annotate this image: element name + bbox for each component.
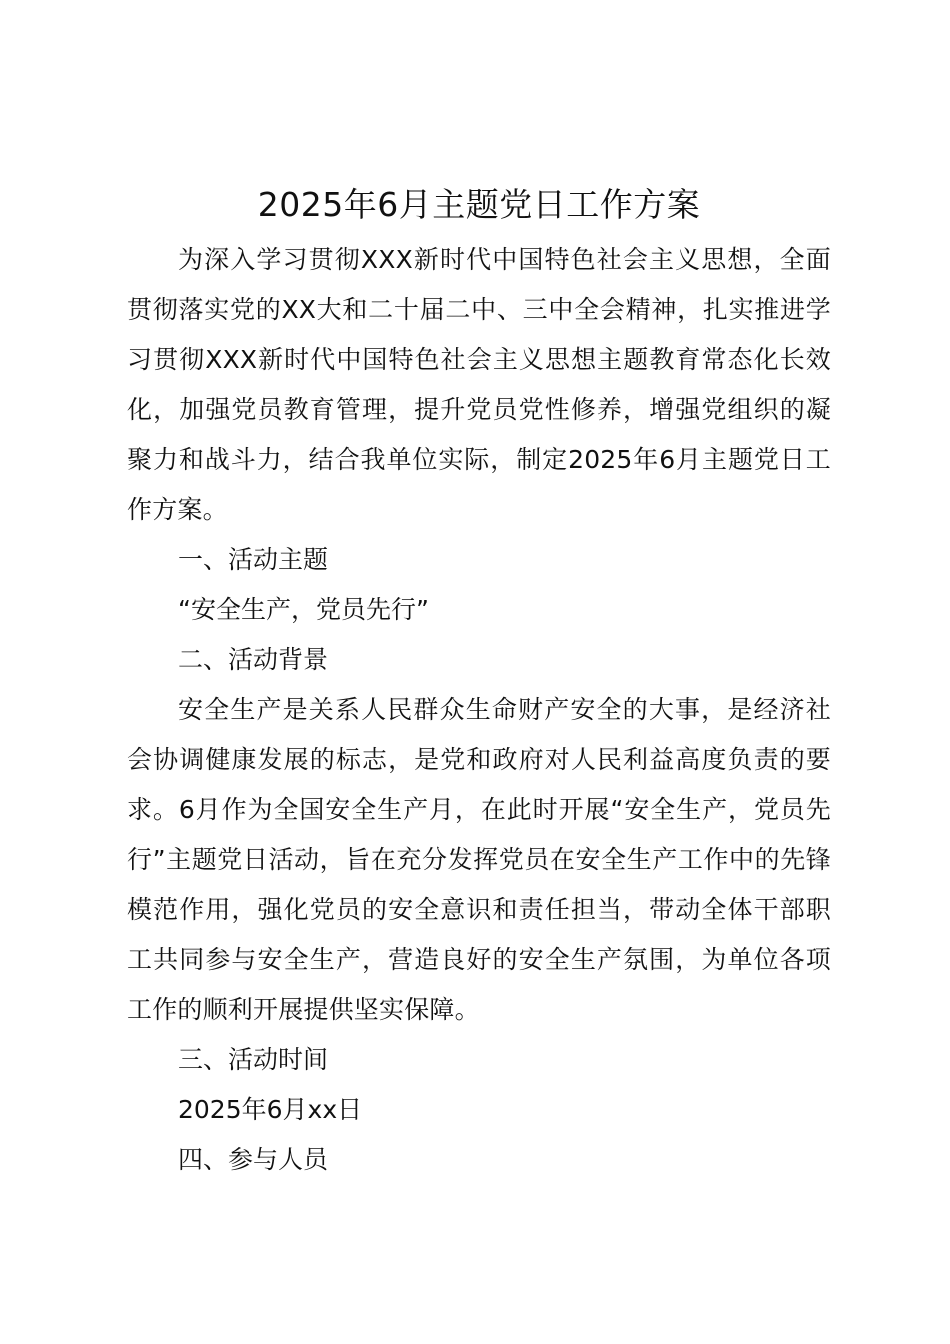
section4-heading: 四、参与人员 [178,1145,329,1174]
intro-paragraph: 为深入学习贯彻XXX新时代中国特色社会主义思想，全面贯彻落实党的XX大和二十届二中、三中全会精神，扎实推进学习贯彻XXX新时代中国特色社会主义思想主题教育常态化长效化，加强党员教育管理，提升党员党性修养，增强党组织的凝聚力和战斗力，结合我单位实际，制定2025年6月主题党日工作方案。 [127,245,831,524]
section1-heading: 一、活动主题 [178,545,329,574]
section1-body: “安全生产，党员先行” [178,595,429,624]
document-title: 2025年6月主题党日工作方案 [257,185,701,224]
section2-heading: 二、活动背景 [178,645,329,674]
section3-body: 2025年6月xx日 [178,1095,363,1124]
document-page [127,175,831,1185]
section2-body: 安全生产是关系人民群众生命财产安全的大事，是经济社会协调健康发展的标志，是党和政府对人民利益高度负责的要求。6月作为全国安全生产月，在此时开展“安全生产，党员先行”主题党日活动，旨在充分发挥党员在安全生产工作中的先锋模范作用，强化党员的安全意识和责任担当，带动全体干部职工共同参与安全生产，营造良好的安全生产氛围，为单位各项工作的顺利开展提供坚实保障。 [127,695,831,1024]
section3-heading: 三、活动时间 [178,1045,329,1074]
